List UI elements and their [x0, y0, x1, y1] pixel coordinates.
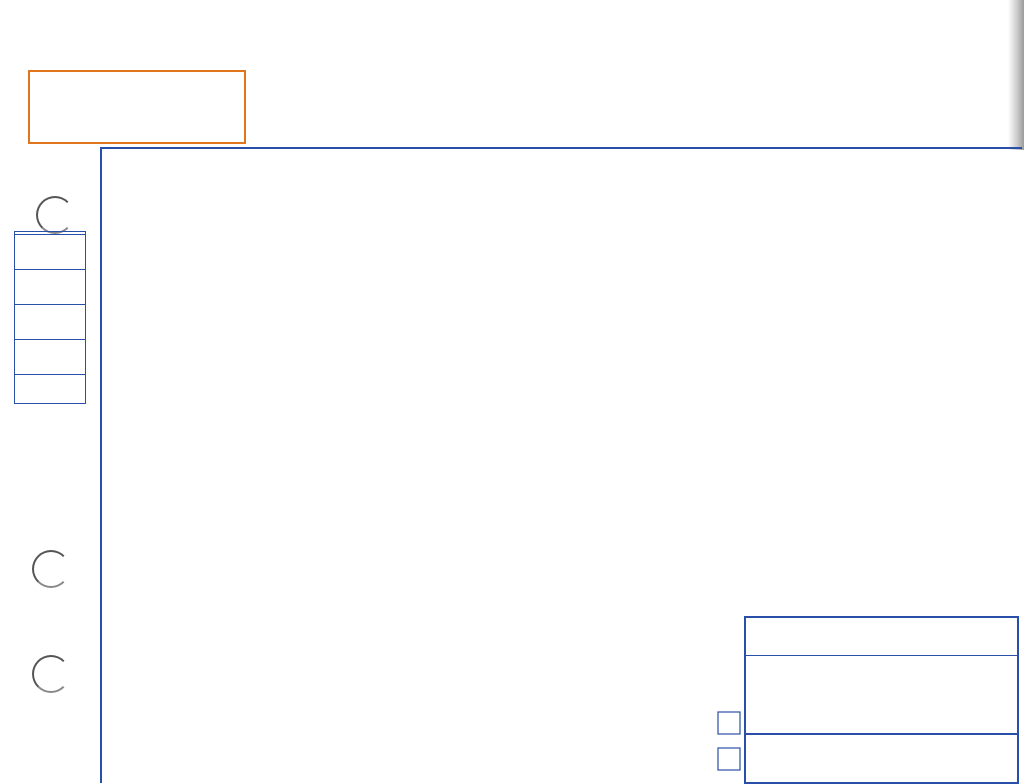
instickstel-box-2[interactable]	[718, 748, 740, 770]
audionom-box[interactable]	[744, 655, 1019, 735]
audiometer-box[interactable]	[744, 734, 1019, 784]
testdatum-box[interactable]	[744, 616, 1019, 656]
instickstel-box-1[interactable]	[718, 712, 740, 734]
